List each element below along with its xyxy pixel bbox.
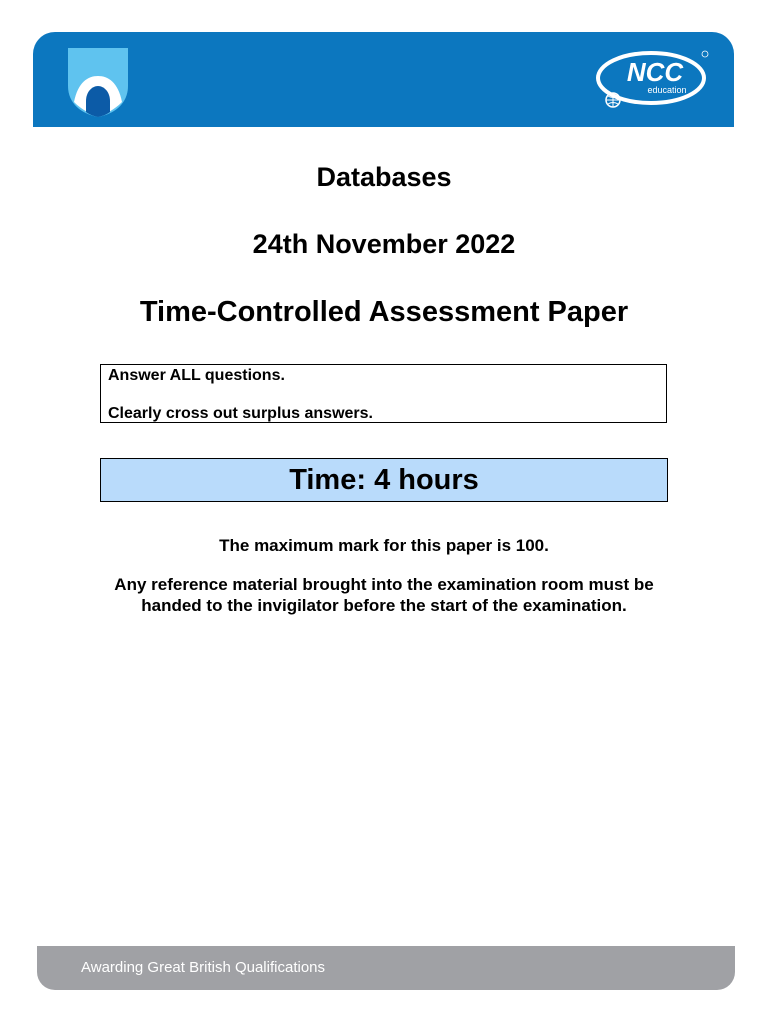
footer-band: [37, 946, 735, 990]
reference-note-line-1: Any reference material brought into the examination room must be: [114, 575, 654, 594]
max-mark-note: The maximum mark for this paper is 100.: [219, 536, 549, 555]
exam-date: 24th November 2022: [252, 229, 516, 259]
reference-note-line-2: handed to the invigilator before the start of the examination.: [141, 596, 627, 615]
time-allowed-box: Time: 4 hours: [100, 458, 668, 502]
instructions-box: [100, 364, 667, 423]
footer-tagline: Awarding Great British Qualifications: [81, 959, 325, 976]
reference-material-note: [0, 574, 768, 616]
header-band: [33, 32, 734, 127]
instruction-answer-all: Answer ALL questions.: [108, 367, 285, 384]
ncc-education-logo: [593, 46, 713, 112]
shield-logo-icon: [66, 46, 130, 118]
paper-type: Time-Controlled Assessment Paper: [139, 296, 629, 328]
instruction-cross-out: Clearly cross out surplus answers.: [108, 405, 373, 422]
ncc-logo-text: NCC: [626, 57, 684, 87]
ncc-logo-subtext: education: [647, 85, 687, 95]
subject-title: Databases: [316, 162, 452, 192]
